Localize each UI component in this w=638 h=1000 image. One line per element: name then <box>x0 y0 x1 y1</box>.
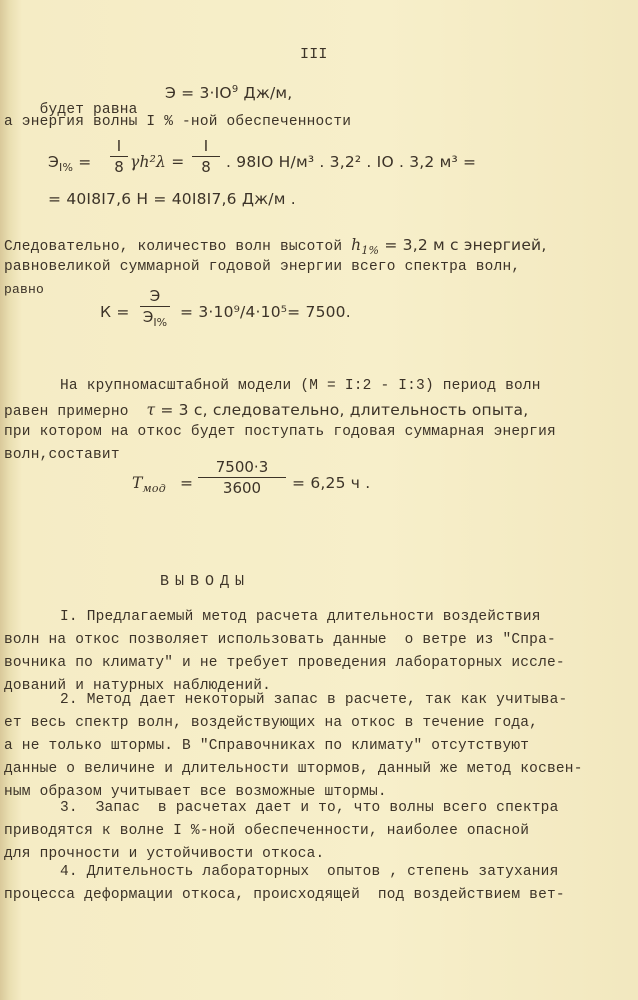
text-line <box>4 236 546 257</box>
numerator: I <box>116 137 122 155</box>
formula-subscript: I% <box>59 161 74 174</box>
formula-lhs <box>132 474 166 495</box>
formula-text: γh²λ = <box>130 153 185 171</box>
page-number: III <box>300 46 328 63</box>
denominator <box>140 308 170 329</box>
text-line: а не только штормы. В "Справочниках по климату" отсутствуют <box>4 738 530 754</box>
text: Следовательно, количество волн высотой <box>4 239 352 255</box>
text-line: а энергия волны I % -ной обеспеченности <box>4 114 352 130</box>
text-line: дований и натурных наблюдений. <box>4 678 272 694</box>
section-heading: ВЫВОДЫ <box>160 573 251 590</box>
formula-text: Э <box>142 308 154 326</box>
text-line: волн на откос позволяет использовать данные о ветре из "Спра- <box>4 632 556 648</box>
text-line: приводятся к волне I %-ной обеспеченности, наиболее опасной <box>4 823 530 839</box>
text-line: 2. Метод дает некоторый запас в расчете, так как учитыва- <box>60 692 568 708</box>
text-line: ет весь спектр волн, воздействующих на откос в течение года, <box>4 715 539 731</box>
formula-result: = 6,25 ч . <box>292 474 371 492</box>
formula-lhs: К = <box>100 303 130 321</box>
formula-subscript: 1% <box>361 244 380 257</box>
formula-result: = 40I8I7,6 Н = 40I8I7,6 Дж/м . <box>48 190 296 208</box>
formula-text: Э = 3·IO <box>165 84 232 102</box>
text-line: равновеликой суммарной годовой энергии всего спектра волн, <box>4 259 521 275</box>
text-line: 4. Длительность лабораторных опытов , степень затухания <box>60 864 559 880</box>
formula-subscript: I% <box>153 316 168 329</box>
formula-energy-total <box>165 84 292 102</box>
text: будет равна <box>39 102 138 118</box>
text-line: процесса деформации откоса, происходящей под воздействием вет- <box>4 887 565 903</box>
formula-result: = 3·10⁹/4·10⁵= 7500. <box>180 303 351 321</box>
text: = 3,2 м с энергией, <box>379 236 547 254</box>
text: = 3 с, следовательно, длительность опыта, <box>155 401 529 419</box>
formula-text: . 98IO Н/м³ . 3,2² . IO . 3,2 м³ = <box>226 153 477 171</box>
text-line <box>4 401 528 420</box>
fraction-bar <box>140 306 170 307</box>
fraction-bar <box>198 477 286 478</box>
denominator: 8 <box>201 158 211 176</box>
numerator: I <box>203 137 209 155</box>
text-line: данные о величине и длительности штормов, данный же метод косвен- <box>4 761 583 777</box>
text-line: вочника по климату" и не требует проведения лабораторных иссле- <box>4 655 565 671</box>
text: равен примерно <box>4 404 147 420</box>
text-line: ным образом учитывает все возможные штормы. <box>4 784 387 800</box>
formula-exponent: 9 <box>231 84 239 95</box>
formula-text: T <box>132 474 143 492</box>
text-line: На крупномасштабной модели (М = I:2 - I:3) период волн <box>60 378 541 394</box>
denominator: 8 <box>114 158 124 176</box>
fraction <box>192 137 220 176</box>
formula-lhs: $Э_{I\%}$ = <box>48 153 92 174</box>
fraction <box>140 287 170 329</box>
numerator: 7500·3 <box>215 458 269 476</box>
text-line: равно <box>4 282 45 297</box>
fraction <box>198 458 286 497</box>
formula-subscript: мод <box>142 482 166 495</box>
text-line: при котором на откос будет поступать годовая суммарная энергия <box>4 424 556 440</box>
text-line: волн,составит <box>4 447 120 463</box>
formula-text: Э <box>48 153 60 171</box>
text-line: для прочности и устойчивости откоса. <box>4 846 325 862</box>
formula-text: τ <box>146 401 156 419</box>
text-line: I. Предлагаемый метод расчета длительности воздействия <box>60 609 541 625</box>
formula-text: = <box>180 474 194 492</box>
numerator: Э <box>149 287 161 305</box>
formula-text: h <box>351 236 362 254</box>
fraction-bar <box>192 156 220 157</box>
formula-unit: Дж/м, <box>238 84 293 102</box>
denominator: 3600 <box>222 479 262 497</box>
text-line: 3. Запас в расчетах дает и то, что волны всего спектра <box>60 800 559 816</box>
fraction <box>110 137 128 176</box>
fraction-bar <box>110 156 128 157</box>
